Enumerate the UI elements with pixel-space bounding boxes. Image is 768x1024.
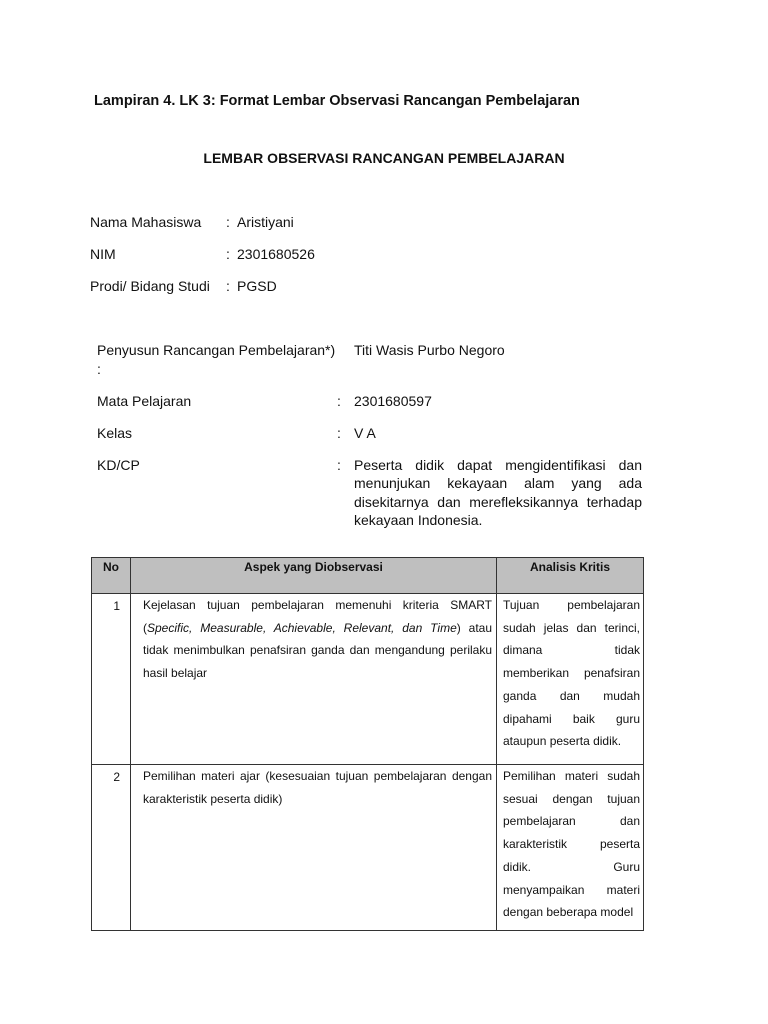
table-header-row [92,558,644,594]
plan-author-separator [337,341,354,378]
study-program-separator: : [226,278,230,294]
student-nim-row [90,245,315,277]
class-value: V A [354,424,376,441]
aspect-cell [131,594,497,765]
header-analysis: Analisis Kritis [497,558,644,594]
aspect-cell [131,765,497,931]
header-aspect: Aspek yang Diobservasi [131,558,497,594]
subject-separator: : [337,392,341,409]
kd-cp-label: KD/CP [97,456,140,473]
lesson-plan-info [97,341,642,543]
aspect-text: Kejelasan tujuan pembelajaran memenuhi kriteria SMART ( [143,598,492,635]
subject-value: 2301680597 [354,392,432,409]
study-program-row [90,277,315,309]
kd-cp-row [97,456,642,530]
subject-row [97,392,642,411]
plan-author-label: Penyusun Rancangan Pembelajaran*) : [97,342,336,377]
kd-cp-value: Peserta didik dapat mengidentifikasi dan menunjukan kekayaan alam yang ada disekitarnya dan merefleksikannya terhadap kekayaan Indonesia. [354,456,642,528]
kd-cp-separator: : [337,456,341,473]
observation-table [91,557,644,931]
student-name-separator: : [226,214,230,230]
analysis-cell: Tujuan pembelajaran sudah jelas dan terinci, dimana tidak memberikan penafsiran ganda dan mudah dipahami baik guru ataupun peserta didik. [497,594,644,765]
student-info [90,213,315,309]
analysis-cell: Pemilihan materi sudah sesuai dengan tujuan pembelajaran dan karakteristik peserta didik. Guru menyampaikan materi dengan beberapa model [497,765,644,931]
plan-author-row [97,341,642,378]
student-name-value: Aristiyani [237,214,294,230]
table-row [92,594,644,765]
aspect-text: Pemilihan materi ajar (kesesuaian tujuan pembelajaran dengan karakteristik peserta didik) [143,769,492,806]
study-program-label: Prodi/ Bidang Studi [90,278,210,294]
page-heading: Lampiran 4. LK 3: Format Lembar Observasi Rancangan Pembelajaran [94,93,580,109]
row-number: 2 [92,765,131,931]
header-no: No [92,558,131,594]
aspect-text-continued: ) atau tidak menimbulkan penafsiran ganda dan mengandung perilaku hasil belajar [143,620,492,681]
subject-label: Mata Pelajaran [97,392,192,409]
class-row [97,424,642,443]
student-name-row [90,213,315,245]
document-title: LEMBAR OBSERVASI RANCANGAN PEMBELAJARAN [203,150,565,166]
student-nim-label: NIM [90,246,116,262]
row-number: 1 [92,594,131,765]
class-separator: : [337,424,341,441]
study-program-value: PGSD [237,278,277,294]
class-label: Kelas [97,424,133,441]
plan-author-value: Titi Wasis Purbo Negoro [354,342,505,358]
table-row [92,765,644,931]
student-name-label: Nama Mahasiswa [90,214,202,230]
student-nim-value: 2301680526 [237,246,315,262]
student-nim-separator: : [226,246,230,262]
aspect-italic-text: Specific, Measurable, Achievable, Relevant, dan Time [147,620,457,635]
